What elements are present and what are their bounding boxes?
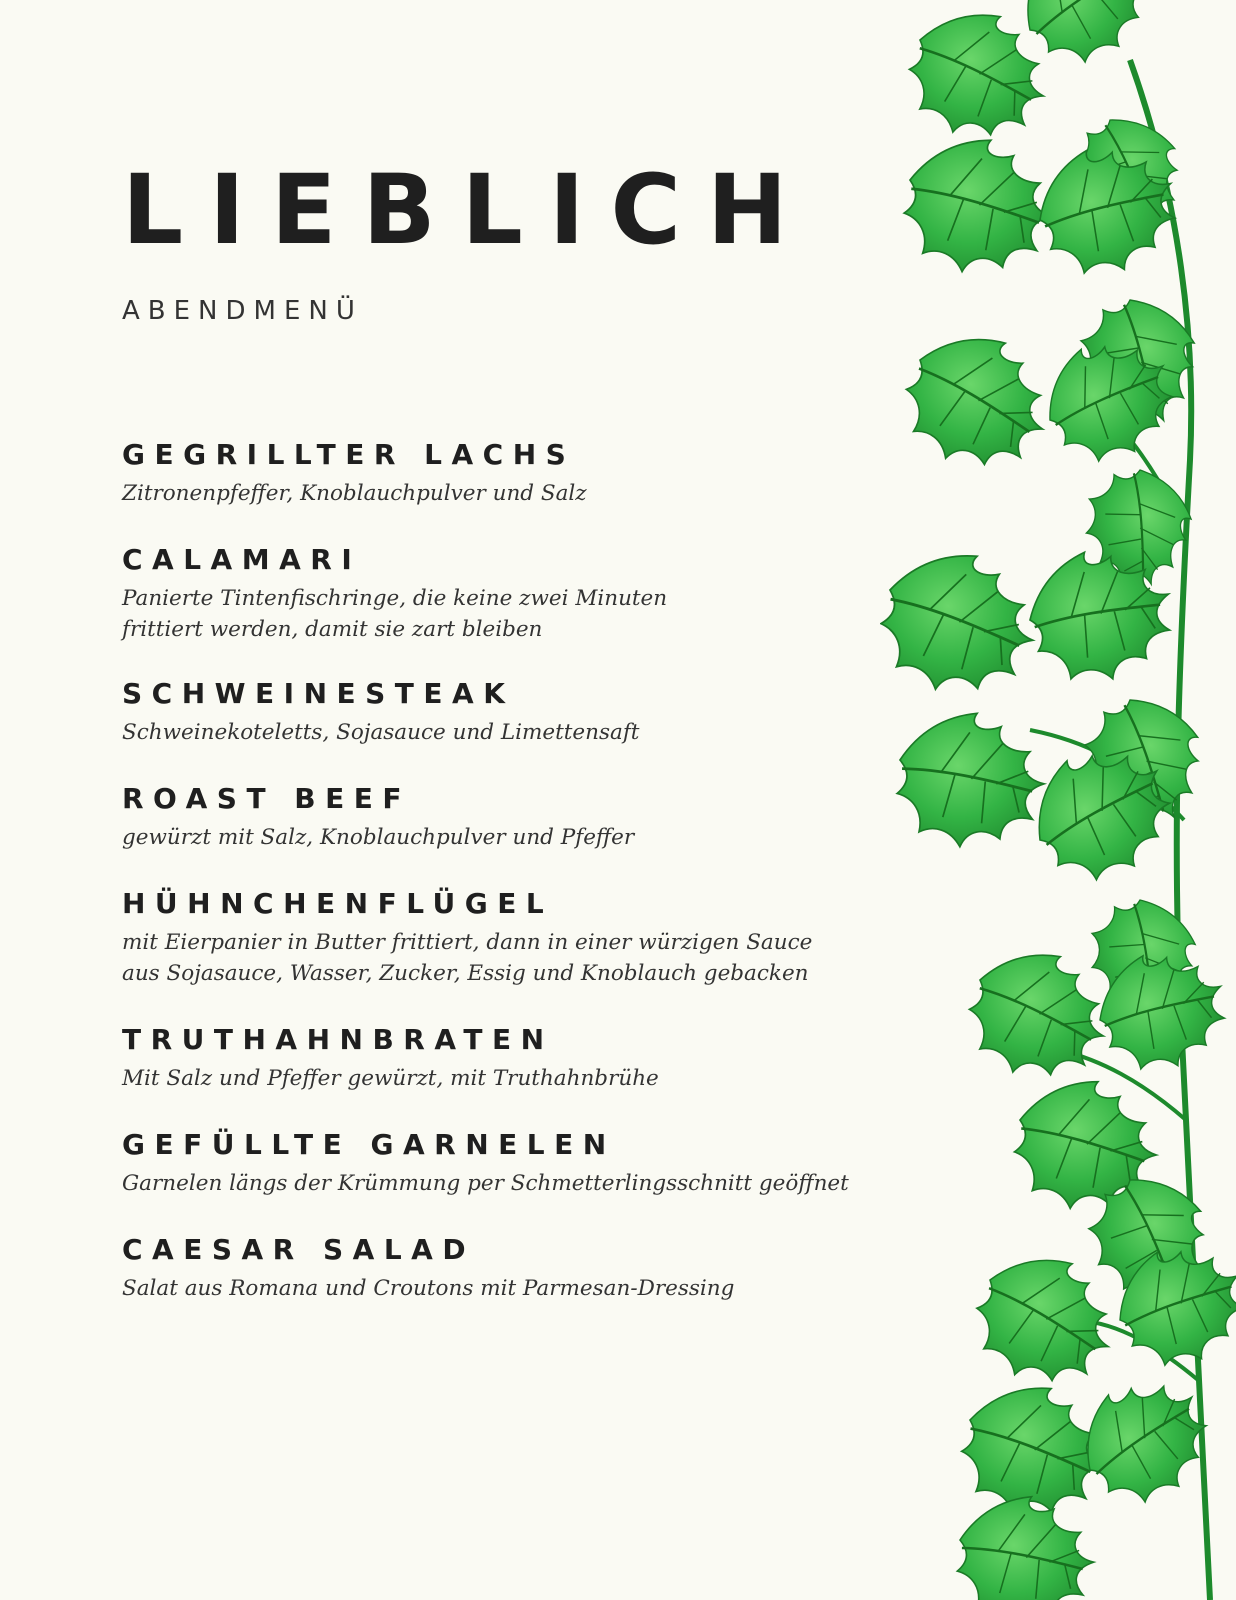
menu-item-description: Mit Salz und Pfeffer gewürzt, mit Truthahnbrühe — [122, 1066, 659, 1091]
menu-item — [122, 677, 882, 748]
menu-item-description: Schweinekoteletts, Sojasauce und Limettensaft — [122, 720, 640, 745]
menu-item-name: HÜHNCHENFLÜGEL — [122, 887, 554, 920]
menu-item-description: gewürzt mit Salz, Knoblauchpulver und Pfeffer — [122, 825, 635, 850]
menu-item-name: CAESAR SALAD — [122, 1233, 476, 1266]
menu-item-name: GEGRILLTER LACHS — [122, 438, 576, 471]
menu-item-name: CALAMARI — [122, 543, 362, 576]
menu-page — [122, 154, 882, 1304]
menu-list — [122, 438, 882, 1304]
menu-item — [122, 1023, 882, 1094]
page-subtitle: ABENDMENÜ — [122, 296, 363, 326]
menu-item — [122, 543, 882, 645]
menu-item-name: ROAST BEEF — [122, 782, 412, 815]
menu-item — [122, 782, 882, 853]
menu-item-description: Zitronenpfeffer, Knoblauchpulver und Salz — [122, 481, 587, 506]
menu-item-description: Panierte Tintenfischringe, die keine zwei Minuten frittiert werden, damit sie zart bleiben — [122, 586, 668, 642]
menu-item-name: SCHWEINESTEAK — [122, 677, 515, 710]
menu-item — [122, 887, 882, 989]
menu-item-name: TRUTHAHNBRATEN — [122, 1023, 554, 1056]
menu-item — [122, 1233, 882, 1304]
menu-item-description: mit Eierpanier in Butter frittiert, dann in einer würzigen Sauce aus Sojasauce, Wasser, Zucker, Essig und Knoblauch gebacken — [122, 930, 813, 986]
menu-item-description: Salat aus Romana und Croutons mit Parmesan-Dressing — [122, 1276, 735, 1301]
menu-item — [122, 1128, 882, 1199]
page-title: LIEBLICH — [122, 154, 814, 266]
menu-item — [122, 438, 882, 509]
parsley-leaves-icon — [880, 0, 1236, 1600]
menu-item-name: GEFÜLLTE GARNELEN — [122, 1128, 616, 1161]
menu-item-description: Garnelen längs der Krümmung per Schmetterlingsschnitt geöffnet — [122, 1171, 849, 1196]
